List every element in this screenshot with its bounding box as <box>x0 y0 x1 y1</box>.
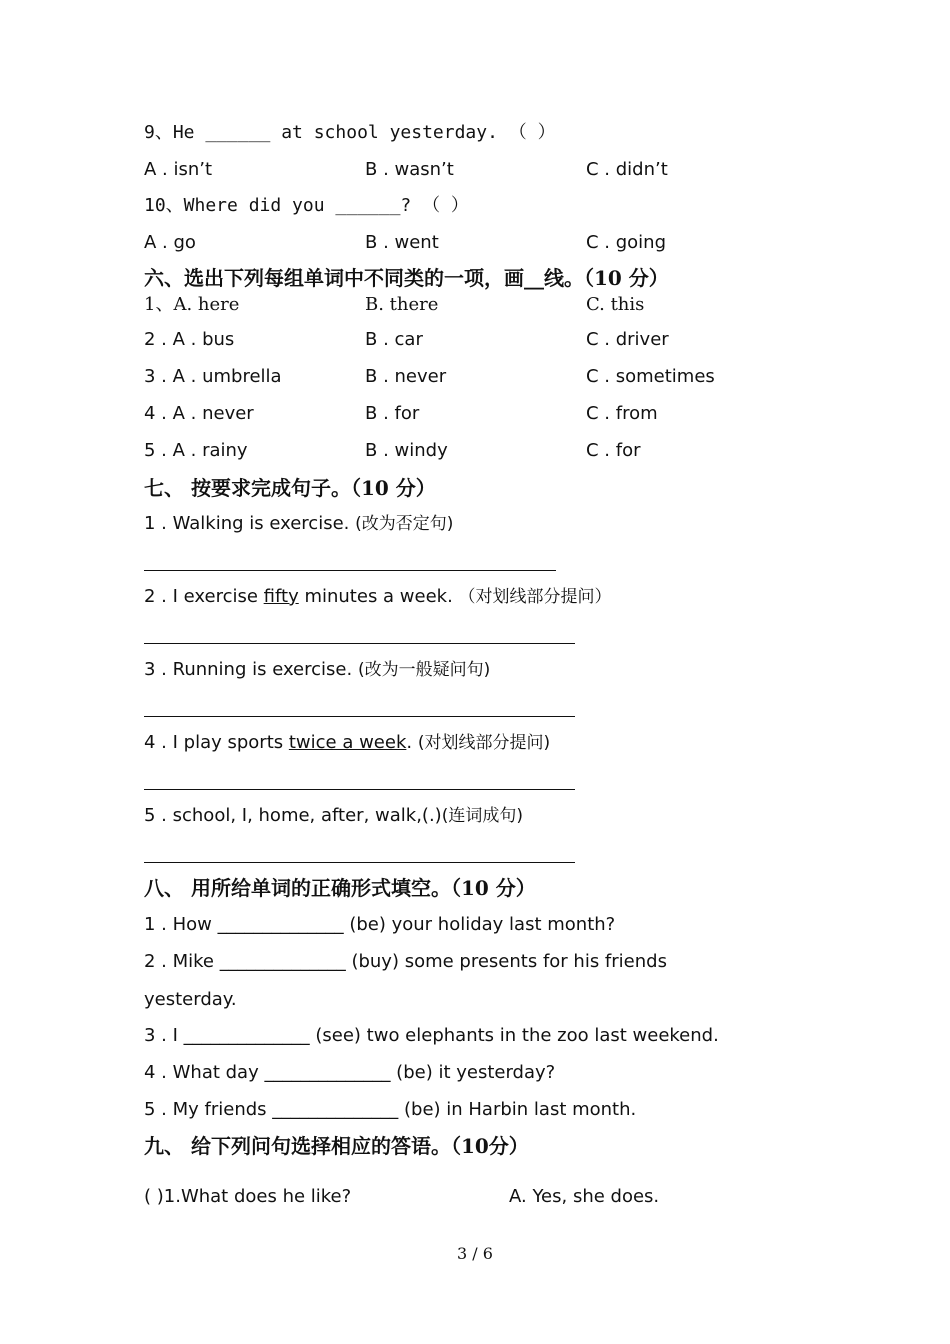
question-text: 1 . Walking is exercise. <box>144 513 356 534</box>
option-c: C . from <box>586 403 658 424</box>
answer-line <box>144 643 575 644</box>
section-7-heading: 七、 按要求完成句子。（10 分） <box>144 476 436 500</box>
question-text: ( )1.What does he like? <box>144 1186 352 1207</box>
option-b: B . wasn’t <box>365 159 454 180</box>
question-text: minutes a week. <box>298 586 459 607</box>
answer-line <box>144 862 575 863</box>
section-7-question-3 <box>144 658 490 682</box>
section-8-question-5: 5 . My friends ______________ (be) in Harbin last month. <box>144 1099 637 1120</box>
section-8-question-1: 1 . How ______________ (be) your holiday last month? <box>144 914 616 935</box>
question-text: 4 . I play sports <box>144 732 289 753</box>
option-a: A . go <box>144 232 196 253</box>
option-b: B . went <box>365 232 439 253</box>
option-c: C . for <box>586 440 641 461</box>
section-6-heading: 六、选出下列每组单词中不同类的一项，画__线。（10 分） <box>144 266 669 290</box>
option-c: C . going <box>586 232 667 253</box>
answer-line <box>144 716 575 717</box>
option-c: C. this <box>586 294 645 315</box>
option-a: 5 . A . rainy <box>144 440 248 461</box>
section-8-question-4: 4 . What day ______________ (be) it yesterday? <box>144 1062 556 1083</box>
question-9-stem: 9、He ______ at school yesterday. （ ） <box>144 122 556 143</box>
question-text: 5 . school, I, home, after, walk,(.) <box>144 805 442 826</box>
question-10-stem: 10、Where did you ______? （ ） <box>144 195 469 216</box>
option-b: B . windy <box>365 440 448 461</box>
instruction-hint: (改为否定句) <box>355 514 454 534</box>
option-b: B. there <box>365 294 439 315</box>
option-c: C . driver <box>586 329 669 350</box>
page-number: 3 / 6 <box>457 1244 493 1263</box>
underlined-word: fifty <box>263 586 299 607</box>
section-8-question-2-continued: yesterday. <box>144 989 237 1010</box>
option-a: 1、A. here <box>144 294 240 315</box>
section-8-question-2: 2 . Mike ______________ (buy) some presents for his friends <box>144 951 667 972</box>
option-a: A . isn’t <box>144 159 213 180</box>
section-7-question-5 <box>144 804 523 828</box>
section-7-question-2 <box>144 585 612 609</box>
section-8-question-3: 3 . I ______________ (see) two elephants in the zoo last weekend. <box>144 1025 719 1046</box>
answer-line <box>144 789 575 790</box>
instruction-hint: (改为一般疑问句) <box>357 660 491 680</box>
instruction-hint: (对划线部分提问) <box>417 733 551 753</box>
question-text: . <box>406 732 418 753</box>
answer-option: A. Yes, she does. <box>509 1186 660 1207</box>
option-c: C . didn’t <box>586 159 668 180</box>
section-9-heading: 九、 给下列问句选择相应的答语。（10分） <box>144 1134 529 1158</box>
answer-line <box>144 570 556 571</box>
option-b: B . car <box>365 329 423 350</box>
underlined-phrase: twice a week <box>288 732 407 753</box>
option-a: 3 . A . umbrella <box>144 366 282 387</box>
section-7-question-4 <box>144 731 550 755</box>
option-a: 4 . A . never <box>144 403 254 424</box>
option-c: C . sometimes <box>586 366 715 387</box>
option-b: B . for <box>365 403 420 424</box>
question-text: 2 . I exercise <box>144 586 264 607</box>
section-8-heading: 八、 用所给单词的正确形式填空。（10 分） <box>144 876 536 900</box>
option-a: 2 . A . bus <box>144 329 235 350</box>
option-b: B . never <box>365 366 447 387</box>
section-7-question-1 <box>144 512 453 536</box>
instruction-hint: （对划线部分提问） <box>458 587 612 607</box>
instruction-hint: (连词成句) <box>441 806 523 826</box>
question-text: 3 . Running is exercise. <box>144 659 358 680</box>
